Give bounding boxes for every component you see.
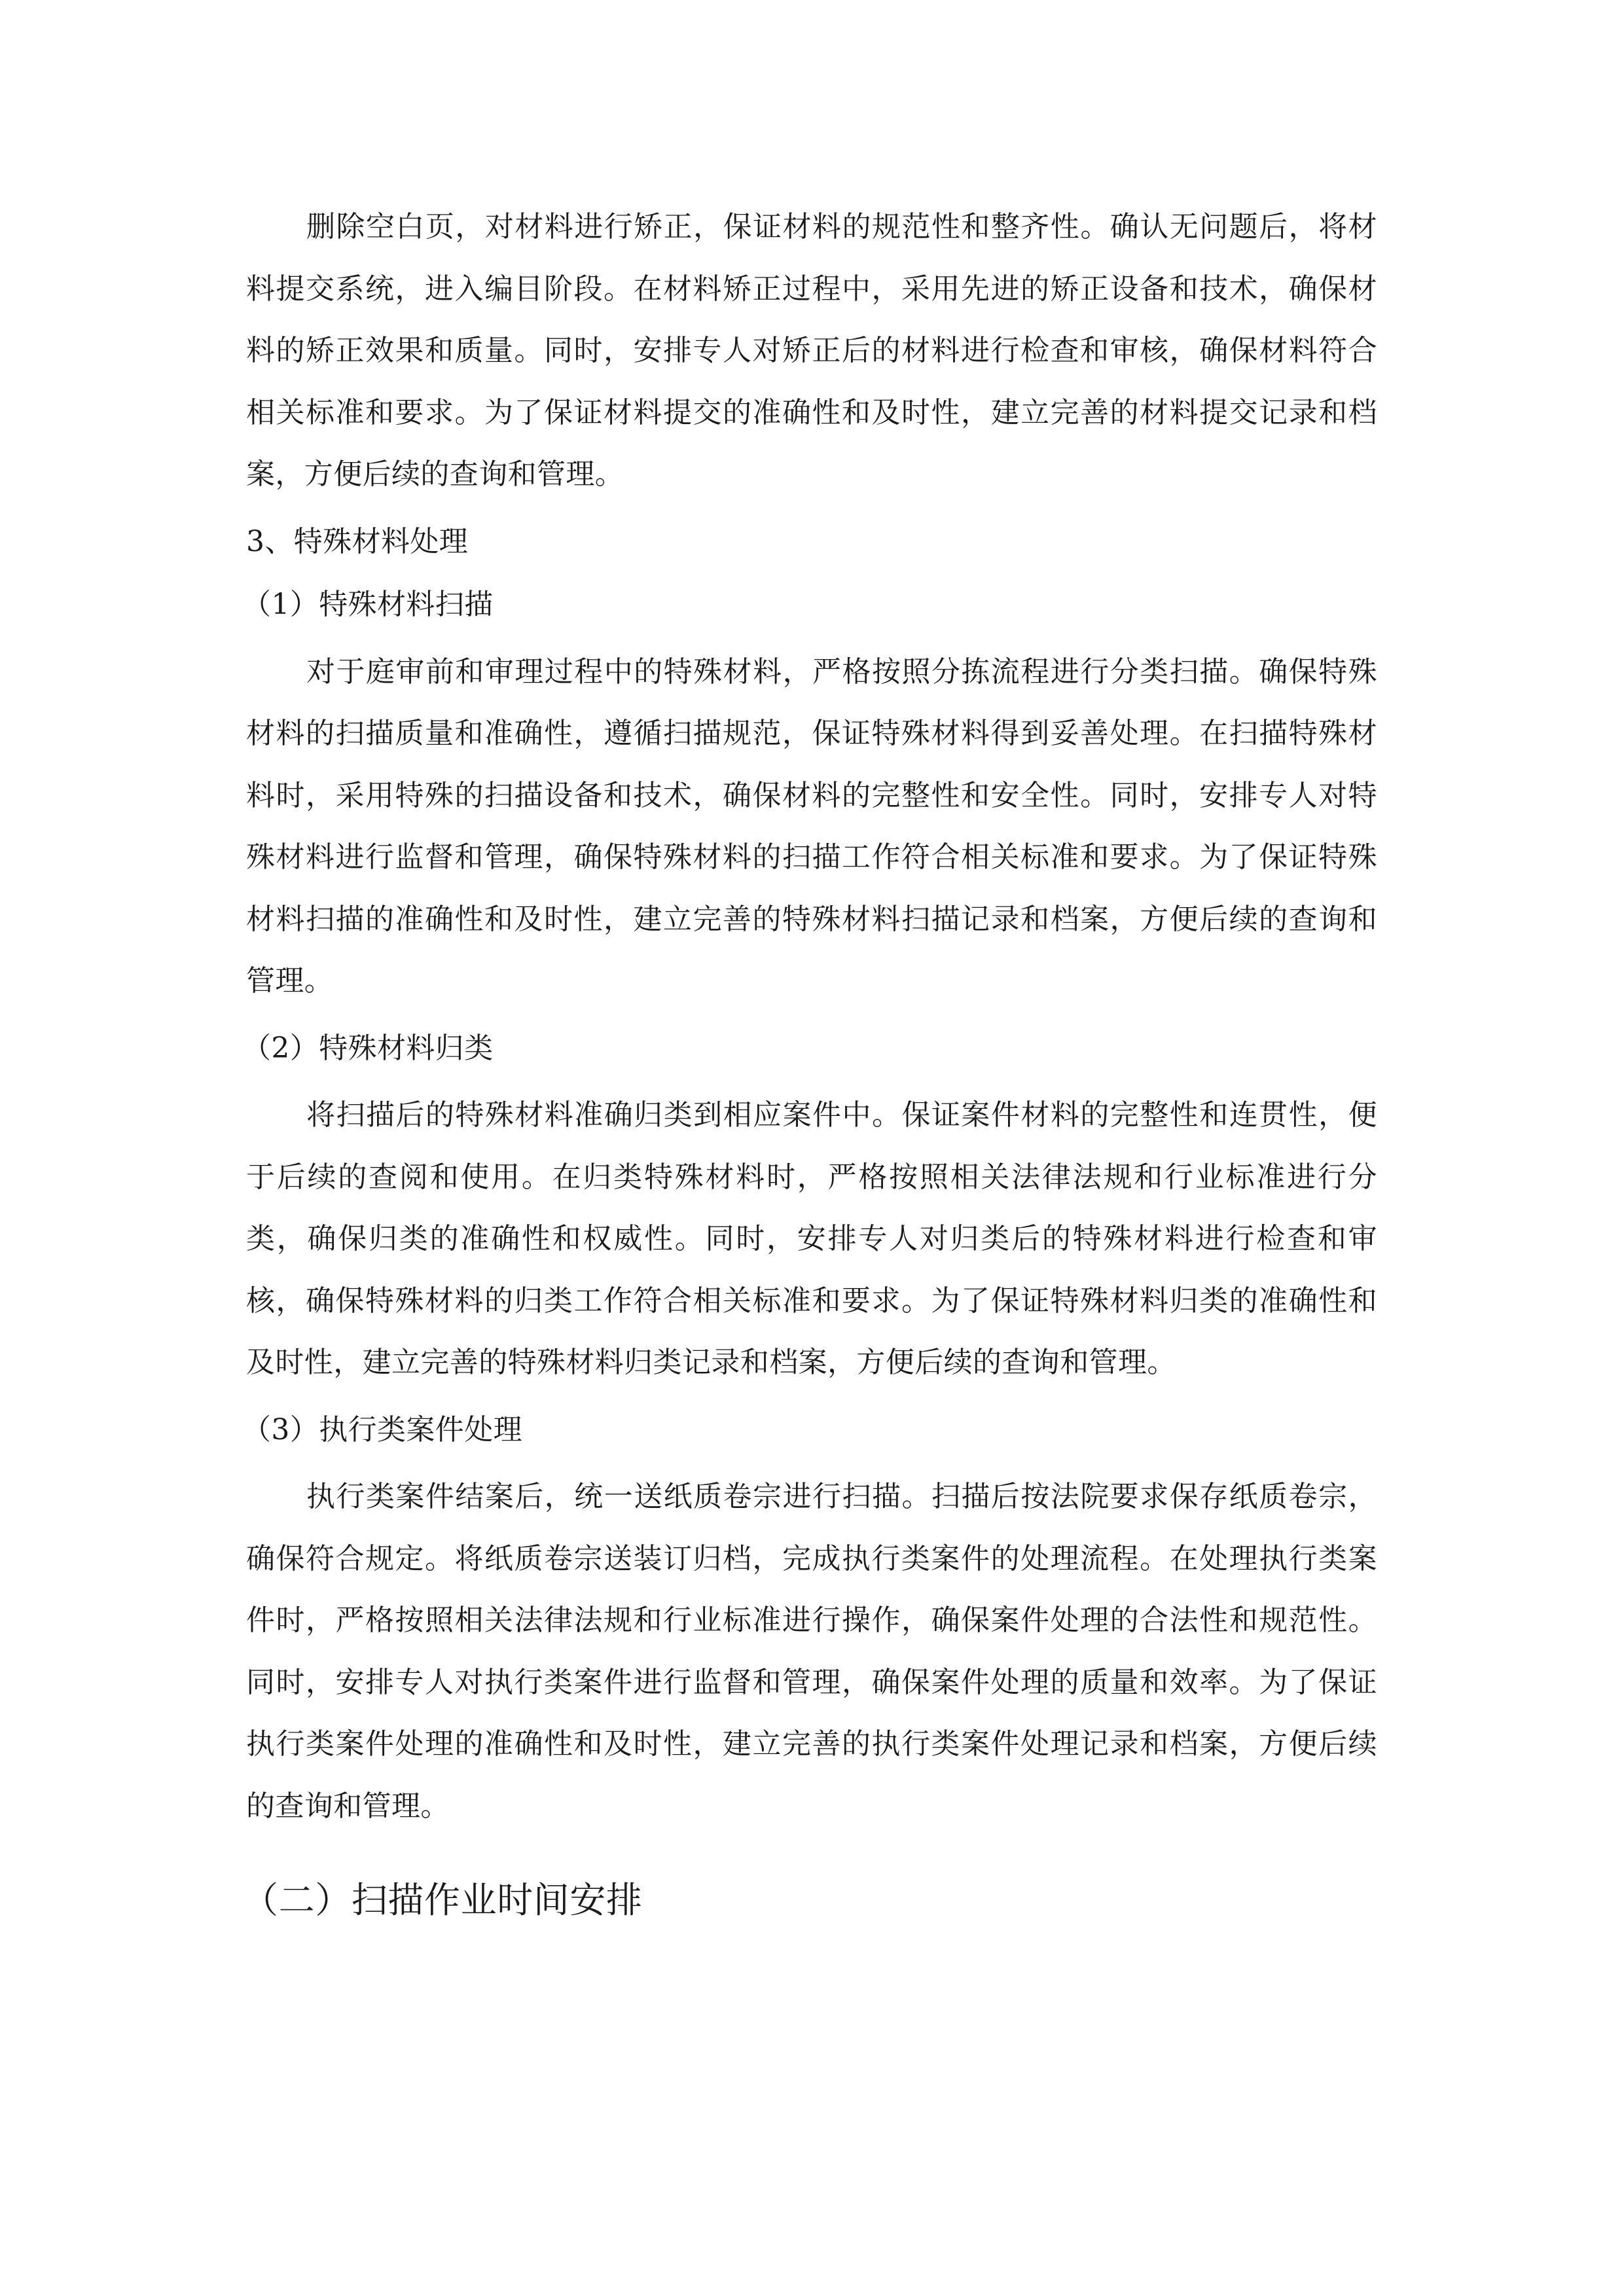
document-body xyxy=(242,196,1377,1937)
body-paragraph-enforcement-case-processing: 执行类案件结案后，统一送纸质卷宗进行扫描。扫描后按法院要求保存纸质卷宗，确保符合规定。将纸质卷宗送装订归档，完成执行类案件的处理流程。在处理执行类案件时，严格按照相关法律法规和行业标准进行操作，确保案件处理的合法性和规范性。同时，安排专人对执行类案件进行监督和管理，确保案件处理的质量和效率。为了保证执行类案件处理的准确性和及时性，建立完善的执行类案件处理记录和档案，方便后续的查询和管理。 xyxy=(246,1480,1377,1823)
subheading-enforcement-case-processing: （3）执行类案件处理 xyxy=(242,1412,522,1446)
subheading-special-material-scanning: （1）特殊材料扫描 xyxy=(242,588,494,621)
subheading-special-material-classification: （2）特殊材料归类 xyxy=(242,1031,494,1065)
section-heading-scan-schedule: （二）扫描作业时间安排 xyxy=(242,1879,643,1921)
body-paragraph-special-material-scanning: 对于庭审前和审理过程中的特殊材料，严格按照分拣流程进行分类扫描。确保特殊材料的扫描质量和准确性，遵循扫描规范，保证特殊材料得到妥善处理。在扫描特殊材料时，采用特殊的扫描设备和技术，确保材料的完整性和安全性。同时，安排专人对特殊材料进行监督和管理，确保特殊材料的扫描工作符合相关标准和要求。为了保证特殊材料扫描的准确性和及时性，建立完善的特殊材料扫描记录和档案，方便后续的查询和管理。 xyxy=(246,655,1377,997)
heading-special-material-processing: 3、特殊材料处理 xyxy=(246,524,469,558)
body-paragraph-special-material-classification: 将扫描后的特殊材料准确归类到相应案件中。保证案件材料的完整性和连贯性，便于后续的查阅和使用。在归类特殊材料时，严格按照相关法律法规和行业标准进行分类，确保归类的准确性和权威性。同时，安排专人对归类后的特殊材料进行检查和审核，确保特殊材料的归类工作符合相关标准和要求。为了保证特殊材料归类的准确性和及时性，建立完善的特殊材料归类记录和档案，方便后续的查询和管理。 xyxy=(246,1098,1377,1379)
body-paragraph-material-correction: 删除空白页，对材料进行矫正，保证材料的规范性和整齐性。确认无问题后，将材料提交系统，进入编目阶段。在材料矫正过程中，采用先进的矫正设备和技术，确保材料的矫正效果和质量。同时，安排专人对矫正后的材料进行检查和审核，确保材料符合相关标准和要求。为了保证材料提交的准确性和及时性，建立完善的材料提交记录和档案，方便后续的查询和管理。 xyxy=(246,210,1377,491)
